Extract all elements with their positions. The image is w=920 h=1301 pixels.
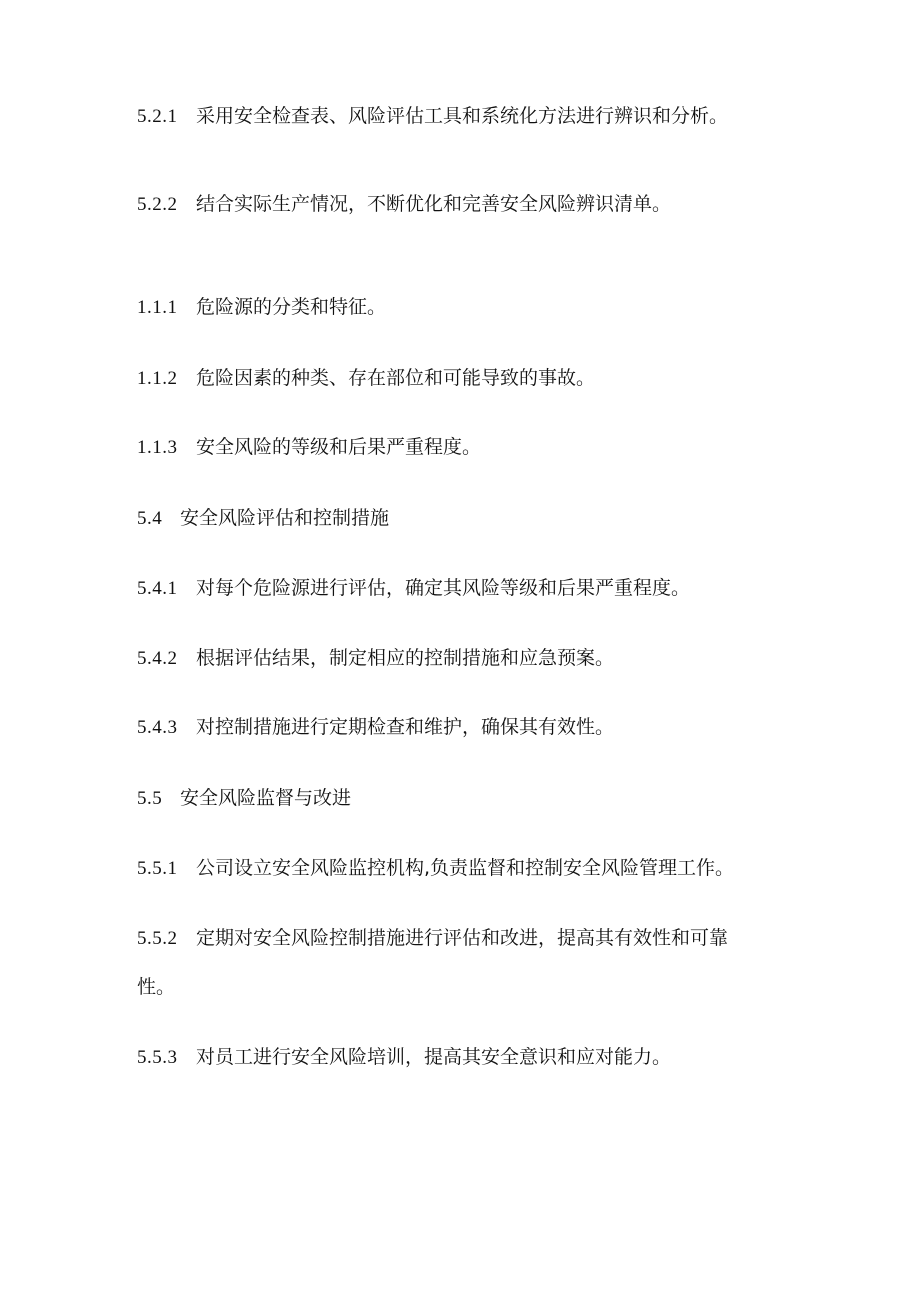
section-5-5-heading — [137, 786, 351, 811]
clause-5-5-3 — [137, 1045, 671, 1070]
section-number: 5.4 — [137, 508, 163, 529]
section-title: 安全风险监督与改进 — [180, 787, 352, 809]
clause-text: 结合实际生产情况，不断优化和完善安全风险辨识清单。 — [196, 193, 672, 215]
clause-5-5-2 — [137, 926, 728, 951]
clause-1-1-2 — [137, 366, 595, 391]
section-title: 安全风险评估和控制措施 — [180, 507, 390, 529]
clause-number: 5.5.1 — [137, 858, 178, 879]
clause-5-4-3 — [137, 715, 614, 740]
clause-text-continuation: 性。 — [137, 976, 176, 998]
clause-5-2-2 — [137, 192, 671, 217]
section-number: 5.5 — [137, 788, 163, 809]
clause-text: 根据评估结果，制定相应的控制措施和应急预案。 — [196, 647, 615, 669]
clause-text: 安全风险的等级和后果严重程度。 — [196, 436, 482, 458]
clause-5-5-2-continuation — [137, 975, 175, 999]
clause-text: 危险因素的种类、存在部位和可能导致的事故。 — [196, 367, 596, 389]
clause-5-5-1 — [137, 856, 734, 881]
clause-number: 5.4.2 — [137, 648, 178, 669]
clause-number: 5.5.2 — [137, 928, 178, 949]
clause-number: 5.2.2 — [137, 194, 178, 215]
clause-number: 5.5.3 — [137, 1047, 178, 1068]
clause-text: 公司设立安全风险监控机构,负责监督和控制安全风险管理工作。 — [196, 857, 735, 879]
clause-number: 1.1.2 — [137, 368, 178, 389]
clause-text: 对员工进行安全风险培训，提高其安全意识和应对能力。 — [196, 1046, 672, 1068]
clause-5-2-1 — [137, 104, 728, 129]
clause-text: 对每个危险源进行评估，确定其风险等级和后果严重程度。 — [196, 577, 691, 599]
clause-5-4-1 — [137, 576, 690, 601]
clause-1-1-3 — [137, 435, 481, 460]
section-5-4-heading — [137, 506, 389, 531]
clause-text: 定期对安全风险控制措施进行评估和改进，提高其有效性和可靠 — [196, 927, 729, 949]
clause-1-1-1 — [137, 295, 386, 320]
clause-number: 1.1.3 — [137, 437, 178, 458]
clause-number: 5.4.3 — [137, 717, 178, 738]
clause-text: 危险源的分类和特征。 — [196, 296, 387, 318]
clause-text: 对控制措施进行定期检查和维护，确保其有效性。 — [196, 716, 615, 738]
clause-number: 1.1.1 — [137, 297, 178, 318]
clause-number: 5.4.1 — [137, 578, 178, 599]
clause-5-4-2 — [137, 646, 614, 671]
clause-text: 采用安全检查表、风险评估工具和系统化方法进行辨识和分析。 — [196, 105, 729, 127]
clause-number: 5.2.1 — [137, 106, 178, 127]
